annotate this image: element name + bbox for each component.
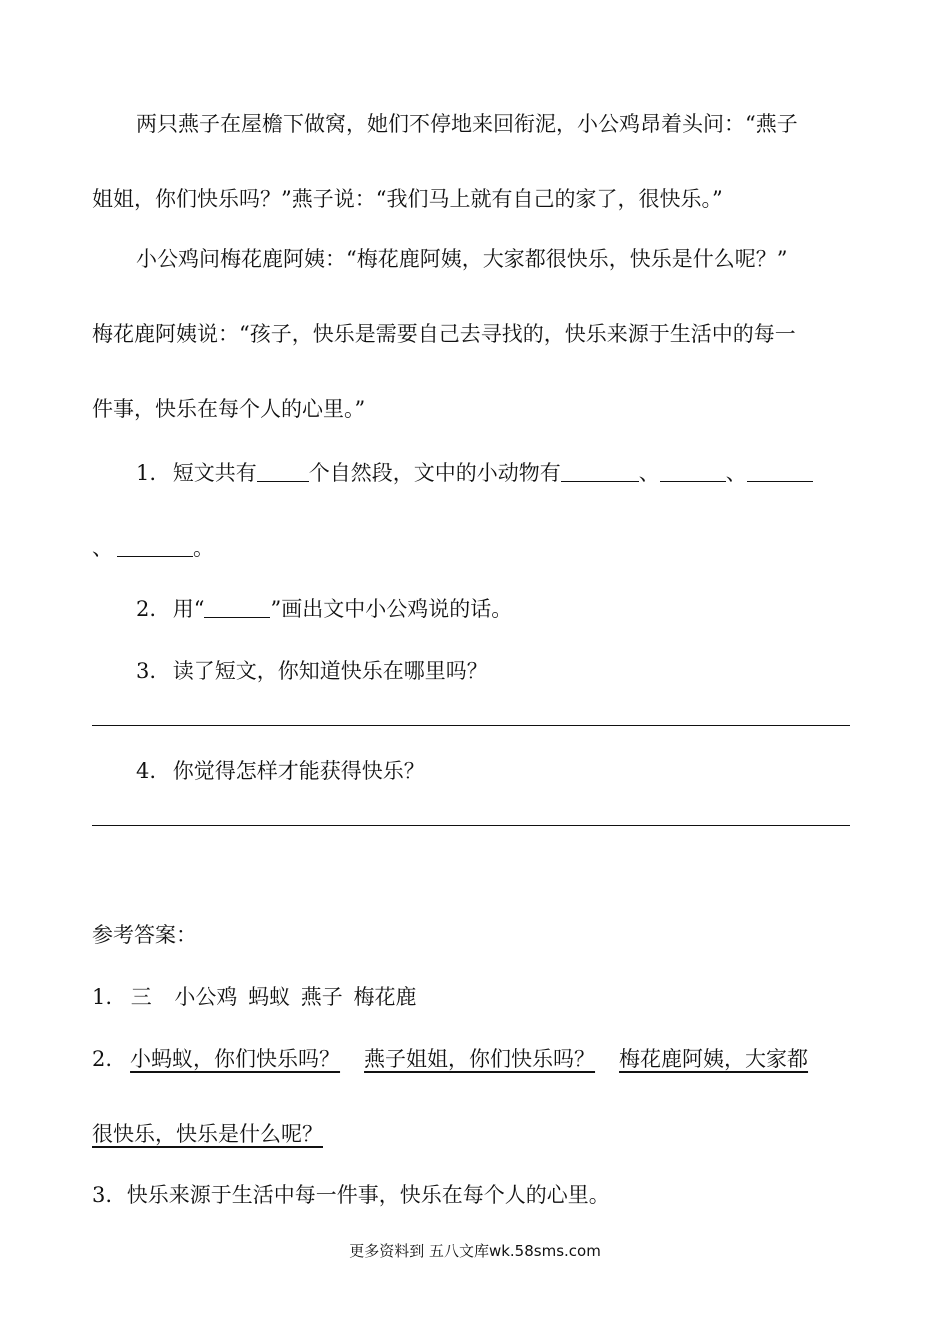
footer-watermark: 更多资料到 五八文库wk.58sms.com: [349, 1242, 601, 1260]
question-1: [136, 458, 813, 488]
answer-item: 小公鸡: [174, 985, 238, 1009]
answer-blank[interactable]: [204, 595, 270, 618]
question-2: [136, 594, 512, 624]
answer-line[interactable]: [92, 725, 850, 726]
answer-text: 快乐来源于生活中每一件事，快乐在每个人的心里。: [126, 1183, 610, 1207]
question-text: 用“: [172, 597, 205, 621]
answer-number: 3.: [92, 1183, 113, 1207]
answer-1: [92, 982, 416, 1012]
passage-line: 梅花鹿阿姨说：“孩子，快乐是需要自己去寻找的，快乐来源于生活中的每一: [92, 322, 796, 346]
answer-blank[interactable]: [747, 459, 813, 482]
answer-item: 蚂蚁: [248, 985, 291, 1009]
answer-item: 燕子: [300, 985, 343, 1009]
answer-3: [92, 1180, 610, 1210]
separator: 、: [638, 461, 660, 485]
passage-line: 小公鸡问梅花鹿阿姨：“梅花鹿阿姨，大家都很快乐，快乐是什么呢？”: [136, 247, 788, 271]
question-text: 。: [193, 536, 214, 560]
question-4: [136, 756, 425, 786]
question-text: ”画出文中小公鸡说的话。: [270, 597, 513, 621]
answers-heading: 参考答案：: [92, 923, 197, 947]
question-number: 2.: [136, 597, 157, 621]
separator: 、: [92, 536, 113, 560]
answer-number: 1.: [92, 985, 113, 1009]
question-number: 4.: [136, 759, 157, 783]
question-text: 个自然段，文中的小动物有: [308, 461, 561, 485]
answer-quote: 很快乐，快乐是什么呢？: [92, 1122, 323, 1146]
question-3: [136, 656, 488, 686]
answer-quote: 小蚂蚁，你们快乐吗？: [130, 1047, 341, 1071]
passage-line: 姐姐，你们快乐吗？”燕子说：“我们马上就有自己的家了，很快乐。”: [92, 187, 723, 211]
question-number: 3.: [136, 659, 157, 683]
question-1-continued: [92, 533, 214, 563]
question-number: 1.: [136, 461, 157, 485]
question-text: 你觉得怎样才能获得快乐？: [172, 759, 425, 783]
answer-2-continued: [92, 1119, 331, 1149]
answer-number: 2.: [92, 1047, 113, 1071]
answer-item: 梅花鹿: [353, 985, 417, 1009]
passage-line: 件事，快乐在每个人的心里。”: [92, 397, 366, 421]
answer-blank[interactable]: [117, 534, 193, 557]
question-text: 读了短文，你知道快乐在哪里吗？: [172, 659, 488, 683]
answer-blank[interactable]: [561, 459, 639, 482]
answer-quote: 燕子姐姐，你们快乐吗？: [364, 1047, 596, 1071]
answer-blank[interactable]: [257, 459, 309, 482]
answer-blank[interactable]: [660, 459, 726, 482]
answer-line[interactable]: [92, 825, 850, 826]
answer-2: [92, 1044, 808, 1074]
passage-line: 两只燕子在屋檐下做窝，她们不停地来回衔泥，小公鸡昂着头问：“燕子: [136, 112, 798, 136]
question-text: 短文共有: [172, 461, 257, 485]
answer-item: 三: [130, 985, 152, 1009]
answer-quote: 梅花鹿阿姨，大家都: [619, 1047, 809, 1071]
separator: 、: [725, 461, 747, 485]
